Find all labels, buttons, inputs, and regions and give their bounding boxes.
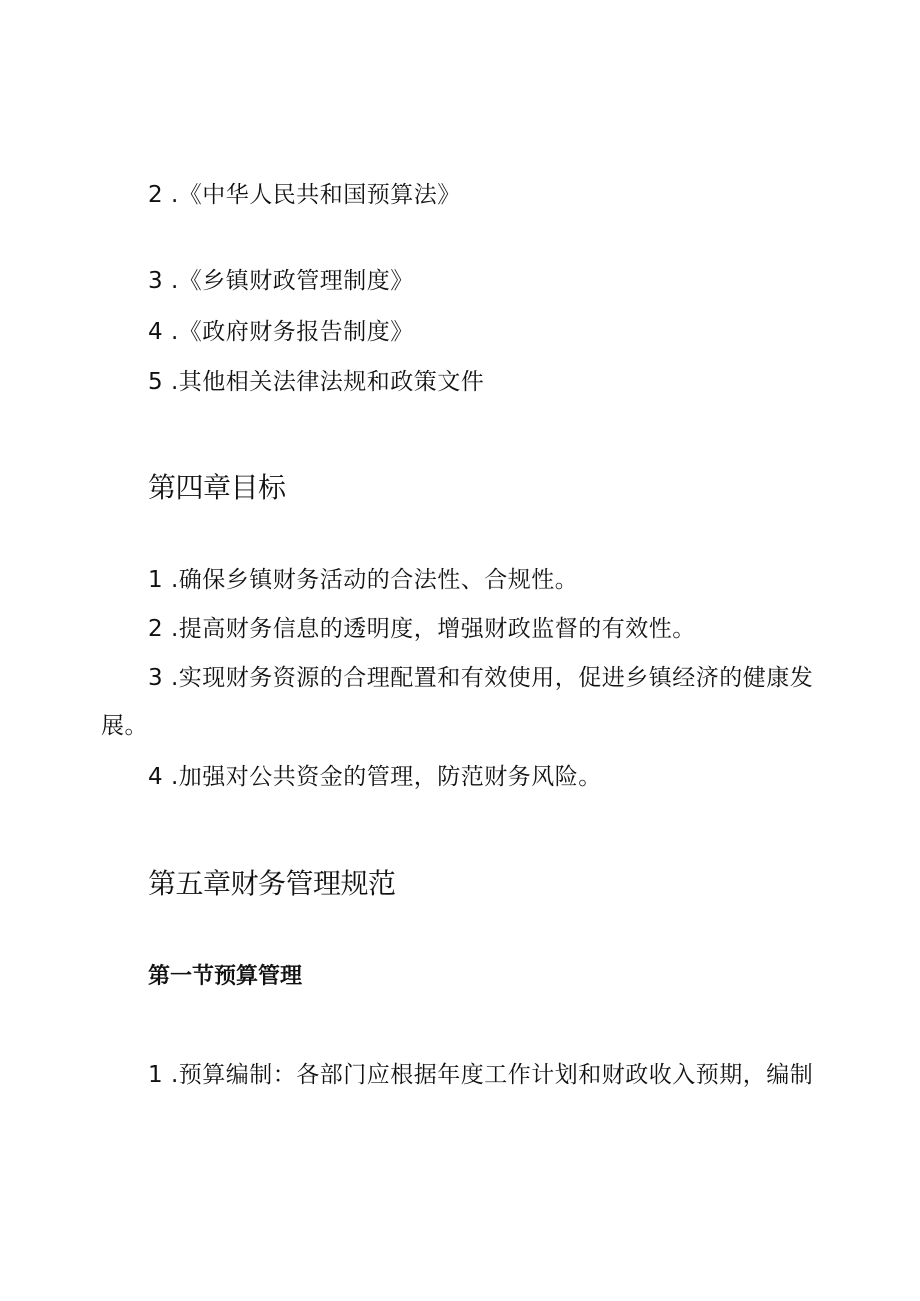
list-item: 4 .《政府财务报告制度》	[148, 319, 414, 345]
list-item-continuation: 展。	[101, 713, 148, 739]
list-item: 2 .《中华人民共和国预算法》	[148, 182, 461, 208]
list-item: 1 .确保乡镇财务活动的合法性、合规性。	[148, 567, 579, 593]
list-item: 1 .预算编制：各部门应根据年度工作计划和财政收入预期，编制	[148, 1062, 814, 1088]
list-item: 4 .加强对公共资金的管理，防范财务风险。	[148, 764, 602, 790]
list-item: 3 .实现财务资源的合理配置和有效使用，促进乡镇经济的健康发	[148, 665, 814, 691]
chapter-heading: 第五章财务管理规范	[148, 867, 396, 900]
list-item: 2 .提高财务信息的透明度，增强财政监督的有效性。	[148, 616, 696, 642]
list-item: 5 .其他相关法律法规和政策文件	[148, 369, 485, 395]
chapter-heading: 第四章目标	[148, 471, 286, 504]
list-item: 3 .《乡镇财政管理制度》	[148, 268, 414, 294]
section-heading: 第一节预算管理	[148, 964, 303, 989]
